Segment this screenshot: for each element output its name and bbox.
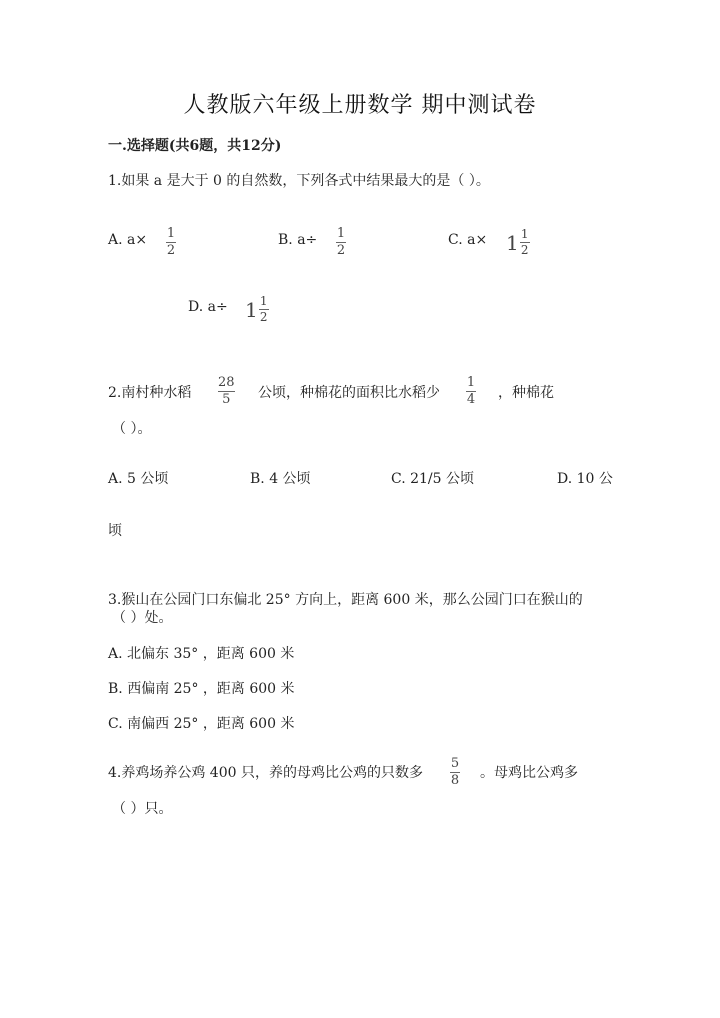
question-2-text-part1: 2.南村种水稻 — [108, 385, 192, 401]
question-1-option-c-mixed-number — [506, 228, 530, 257]
question-4-text-part1: 4.养鸡场养公鸡 400 只，养的母鸡比公鸡的只数多 — [108, 765, 423, 781]
question-3-blank: （ ）处。 — [112, 610, 173, 626]
fraction-denominator: 8 — [450, 773, 460, 788]
question-2-blank: （ ）。 — [112, 421, 152, 437]
fraction-numerator: 1 — [520, 227, 529, 241]
question-2-option-d-wrap: 顷 — [108, 523, 122, 539]
question-3-option-b: B. 西偏南 25° ，距离 600 米 — [108, 681, 295, 697]
fraction-denominator: 2 — [520, 243, 529, 257]
question-1-option-a-fraction — [166, 227, 176, 258]
question-2-text-part3: ，种棉花 — [498, 385, 554, 401]
question-3-text-line1: 3.猴山在公园门口东偏北 25° 方向上，距离 600 米，那么公园门口在猴山的 — [108, 592, 583, 608]
question-1-option-d: D. a÷ — [188, 299, 228, 315]
fraction-numerator: 1 — [336, 226, 346, 241]
fraction-numerator: 1 — [466, 375, 476, 390]
question-2-option-b: B. 4 公顷 — [250, 471, 311, 487]
question-4-fraction-5-8 — [450, 757, 460, 788]
fraction-numerator: 5 — [450, 756, 460, 771]
question-2-option-a: A. 5 公顷 — [108, 471, 169, 487]
question-2-option-d: D. 10 公 — [557, 471, 613, 487]
question-2-text-part2: 公顷，种棉花的面积比水稻少 — [258, 385, 440, 401]
question-3-option-a: A. 北偏东 35° ，距离 600 米 — [108, 646, 295, 662]
mixed-fraction — [259, 295, 269, 324]
fraction-denominator: 2 — [336, 243, 346, 258]
question-1-text: 1.如果 a 是大于 0 的自然数，下列各式中结果最大的是（ ）。 — [108, 173, 490, 189]
question-4-text-part2: 。母鸡比公鸡多 — [480, 765, 578, 781]
mixed-fraction — [520, 228, 530, 257]
fraction-numerator: 28 — [218, 375, 235, 390]
question-2-option-c: C. 21/5 公顷 — [391, 471, 475, 487]
question-2-fraction-1-4 — [466, 376, 476, 407]
section-heading-choice: 一.选择题(共6题，共12分) — [108, 138, 282, 154]
fraction-denominator: 5 — [222, 392, 231, 407]
fraction-numerator: 1 — [166, 226, 176, 241]
question-4-blank: （ ）只。 — [112, 801, 173, 817]
question-1-option-b: B. a÷ — [278, 232, 318, 248]
mixed-whole: 1 — [245, 297, 258, 322]
page-title: 人教版六年级上册数学 期中测试卷 — [183, 93, 537, 118]
fraction-denominator: 4 — [466, 392, 476, 407]
question-1-option-c: C. a× — [448, 232, 488, 248]
question-1-option-a: A. a× — [108, 232, 148, 248]
question-3-option-c: C. 南偏西 25° ，距离 600 米 — [108, 716, 295, 732]
mixed-whole: 1 — [506, 230, 519, 255]
question-1-option-b-fraction — [336, 227, 346, 258]
question-2-fraction-28-5 — [218, 376, 235, 407]
question-1-option-d-mixed-number — [245, 295, 269, 324]
fraction-denominator: 2 — [166, 243, 176, 258]
fraction-denominator: 2 — [259, 310, 268, 324]
fraction-numerator: 1 — [259, 294, 268, 308]
